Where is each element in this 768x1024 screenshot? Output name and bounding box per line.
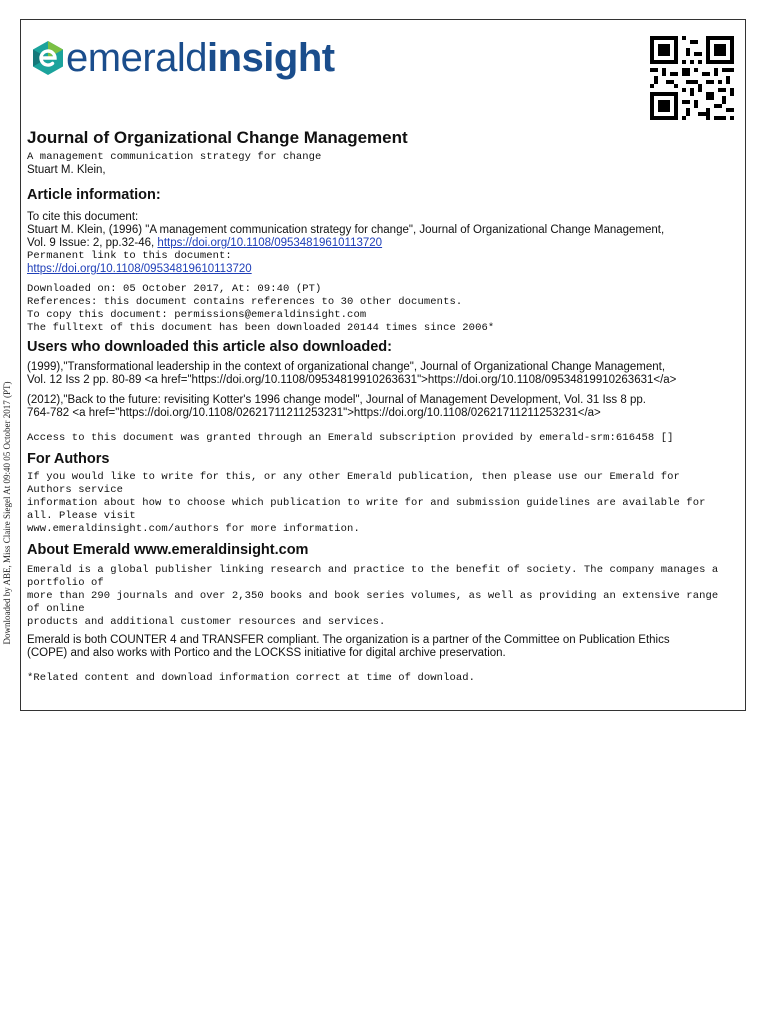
also-downloaded-item: (2012),"Back to the future: revisiting Kotter's 1996 change model", Journal of Management Development, Vol. 31 Iss 8 pp. 764-782 <a href="https://doi.org/10.1108/02621711211253231">https://doi.org/10.1108/02621711211253231</a> bbox=[27, 394, 646, 419]
copy-permissions: To copy this document: permissions@emeraldinsight.com bbox=[27, 309, 367, 321]
emerald-e-icon bbox=[32, 40, 64, 76]
for-authors-text: If you would like to write for this, or any other Emerald publication, then please use our Emerald for Authors service information about how to choose which publication to write for and submission guidelines are available for all. Please visit www.emeraldinsight.com/authors for more information. bbox=[27, 471, 706, 535]
fulltext-downloads: The fulltext of this document has been downloaded 20144 times since 2006* bbox=[27, 322, 495, 334]
permalink-link[interactable]: https://doi.org/10.1108/09534819610113720 bbox=[27, 263, 252, 275]
footnote: *Related content and download information correct at time of download. bbox=[27, 672, 476, 684]
citation-doi-link[interactable]: https://doi.org/10.1108/09534819610113720 bbox=[157, 237, 383, 249]
citation-line-1: Stuart M. Klein, (1996) "A management communication strategy for change", Journal of Organizational Change Management, bbox=[27, 224, 665, 236]
about-emerald-heading: About Emerald www.emeraldinsight.com bbox=[27, 542, 309, 558]
also-downloaded-heading: Users who downloaded this article also downloaded: bbox=[27, 339, 392, 355]
citation-line-2: Vol. 9 Issue: 2, pp.32-46, https://doi.org/10.1108/09534819610113720 bbox=[27, 237, 383, 249]
access-statement: Access to this document was granted through an Emerald subscription provided by emerald-srm:616458 [] bbox=[27, 432, 674, 444]
article-information-heading: Article information: bbox=[27, 187, 161, 203]
cite-label: To cite this document: bbox=[27, 211, 139, 223]
logo-wordmark: emeraldinsight bbox=[66, 36, 335, 80]
permalink-label: Permanent link to this document: bbox=[27, 250, 232, 262]
references-count: References: this document contains references to 30 other documents. bbox=[27, 296, 463, 308]
journal-title: Journal of Organizational Change Management bbox=[27, 128, 408, 147]
emerald-insight-logo[interactable] bbox=[32, 36, 335, 80]
downloaded-on: Downloaded on: 05 October 2017, At: 09:40 (PT) bbox=[27, 283, 322, 295]
qr-code-icon bbox=[650, 36, 734, 120]
article-cover-content bbox=[27, 128, 727, 685]
article-title: A management communication strategy for change bbox=[27, 151, 322, 163]
also-downloaded-item: (1999),"Transformational leadership in the context of organizational change", Journal of Organizational Change Management, Vol. 12 Iss 2 pp. 80-89 <a href="https://doi.org/10.1108/09534819910263631">https://doi.org/10.1108/09534819910263631</a> bbox=[27, 361, 677, 386]
about-emerald-paragraph-1: Emerald is a global publisher linking research and practice to the benefit of society. The company manages a portfolio of more than 290 journals and over 2,350 books and book series volumes, as well as providing an extensive range of online products and additional customer resources and services. bbox=[27, 564, 719, 628]
about-emerald-paragraph-2: Emerald is both COUNTER 4 and TRANSFER compliant. The organization is a partner of the Committee on Publication Ethics (COPE) and also works with Portico and the LOCKSS initiative for digital archive preservation. bbox=[27, 634, 670, 659]
author-name: Stuart M. Klein, bbox=[27, 164, 106, 176]
download-watermark bbox=[0, 360, 16, 665]
download-watermark-text: Downloaded by ABE, Miss Claire Siegel At 09:40 05 October 2017 (PT) bbox=[2, 381, 12, 644]
for-authors-heading: For Authors bbox=[27, 451, 110, 467]
